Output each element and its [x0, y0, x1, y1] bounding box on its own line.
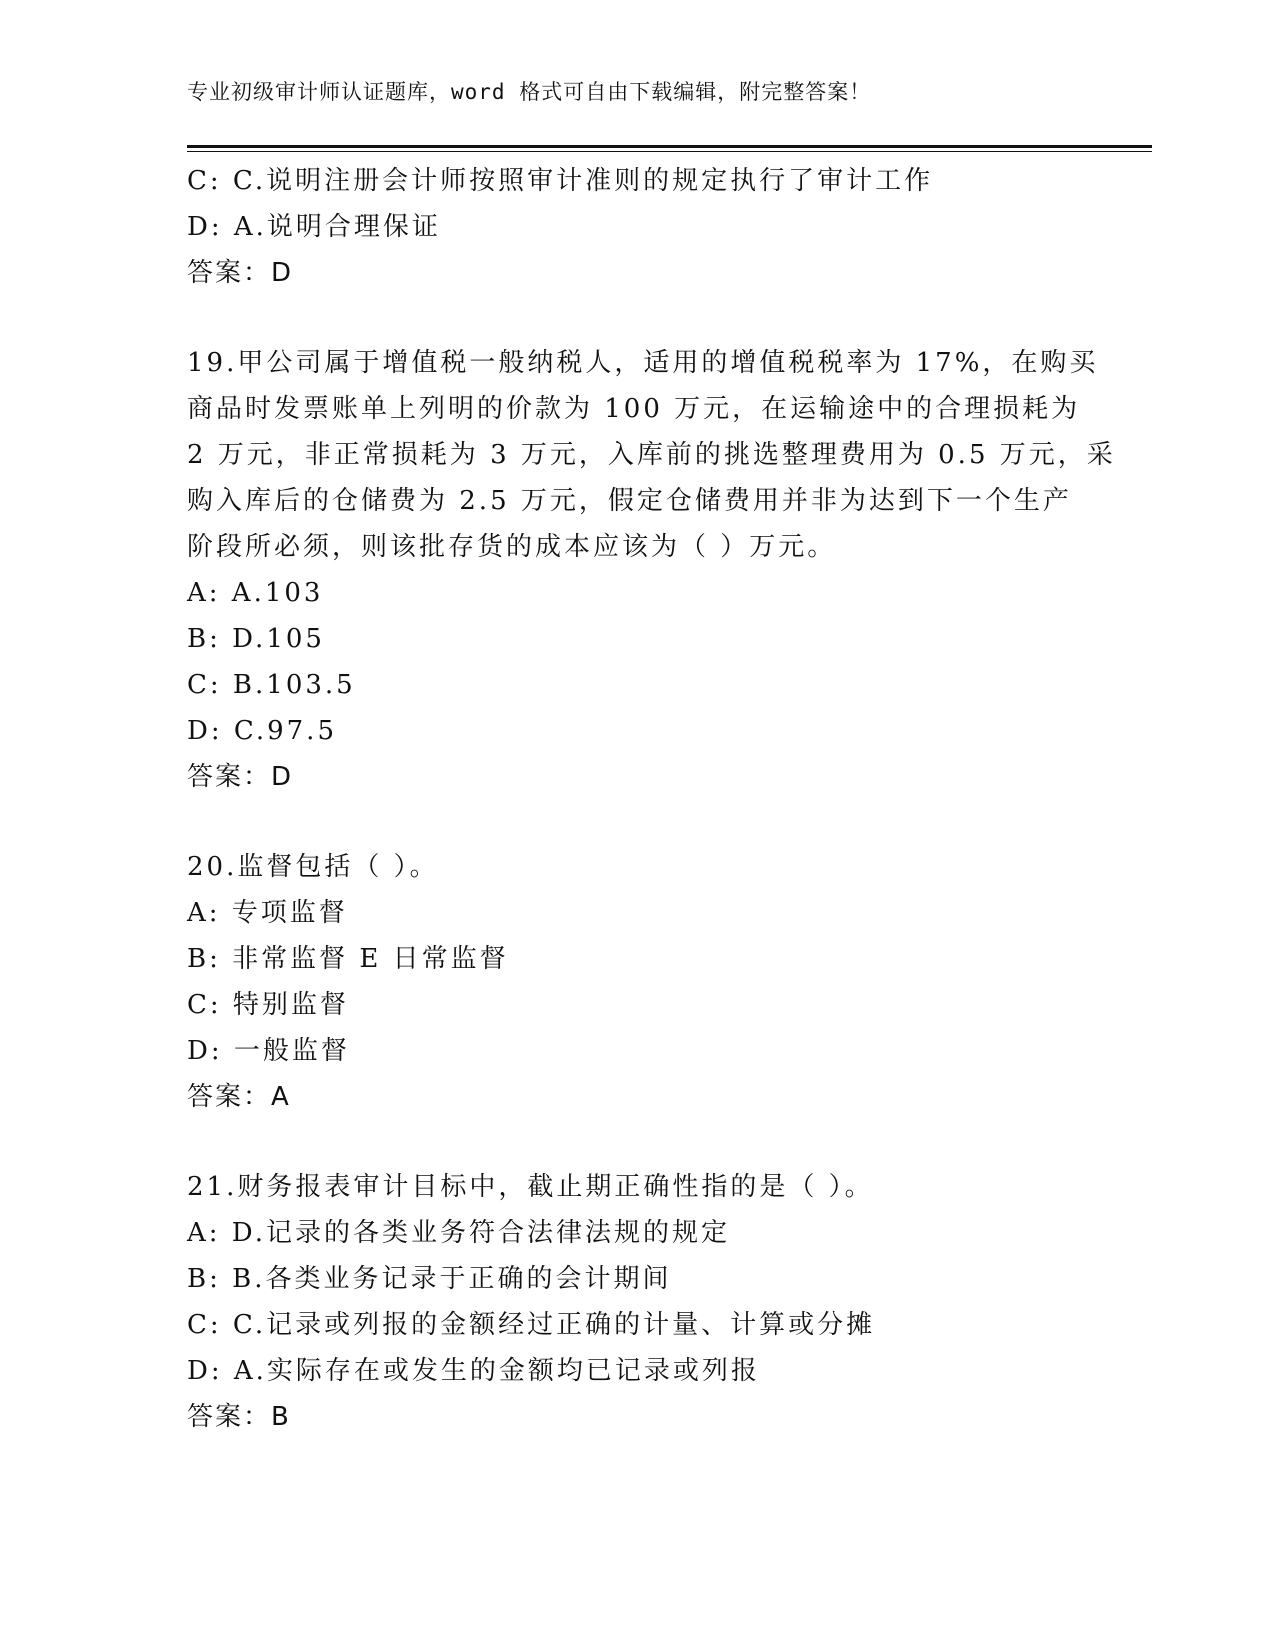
question-content	[187, 158, 1116, 1440]
question-stem-line: 19.甲公司属于增值税一般纳税人，适用的增值税税率为 17%，在购买	[187, 348, 1099, 378]
option-c: C: B.103.5	[187, 670, 356, 700]
answer-line: 答案：A	[187, 1082, 291, 1112]
question-21	[187, 1164, 1087, 1440]
question-stem-line: 商品时发票账单上列明的价款为 100 万元，在运输途中的合理损耗为	[187, 394, 1081, 424]
question-stem-line: 购入库后的仓储费为 2.5 万元，假定仓储费用并非为达到下一个生产	[187, 486, 1072, 516]
option-a: A: 专项监督	[187, 898, 348, 928]
spacer	[187, 1120, 1087, 1164]
question-20	[187, 844, 1087, 1120]
option-c: C: C.记录或列报的金额经过正确的计量、计算或分摊	[187, 1310, 876, 1340]
option-b: B: 非常监督 E 日常监督	[187, 944, 509, 974]
option-b: B: B.各类业务记录于正确的会计期间	[187, 1264, 672, 1294]
question-stem-line: 阶段所必须，则该批存货的成本应该为（ ）万元。	[187, 532, 837, 562]
option-a: A: A.103	[187, 578, 324, 608]
page-header: 专业初级审计师认证题库，word 格式可自由下载编辑，附完整答案！	[187, 80, 872, 104]
option-c: C: 特别监督	[187, 990, 349, 1020]
option-b: B: D.105	[187, 624, 325, 654]
option-d: D: 一般监督	[187, 1036, 350, 1066]
option-a: A: D.记录的各类业务符合法律法规的规定	[187, 1218, 730, 1248]
answer-line: 答案：D	[187, 258, 294, 288]
option-d: D: A.实际存在或发生的金额均已记录或列报	[187, 1356, 760, 1386]
spacer	[187, 800, 1087, 844]
question-19	[187, 340, 1116, 800]
option-d: D: A.说明合理保证	[187, 212, 441, 242]
answer-line: 答案：D	[187, 762, 294, 792]
option-c: C: C.说明注册会计师按照审计准则的规定执行了审计工作	[187, 166, 934, 196]
question-stem-line: 20.监督包括（ ）。	[187, 852, 439, 882]
question-stem-line: 21.财务报表审计目标中，截止期正确性指的是（ ）。	[187, 1172, 874, 1202]
spacer	[187, 296, 1087, 340]
option-d: D: C.97.5	[187, 716, 337, 746]
answer-line: 答案：B	[187, 1402, 291, 1432]
header-rule-thick	[187, 145, 1152, 148]
question-stem-line: 2 万元，非正常损耗为 3 万元，入库前的挑选整理费用为 0.5 万元，采	[187, 440, 1116, 470]
question-18-continuation	[187, 158, 1087, 296]
header-rule-thin	[187, 151, 1152, 152]
